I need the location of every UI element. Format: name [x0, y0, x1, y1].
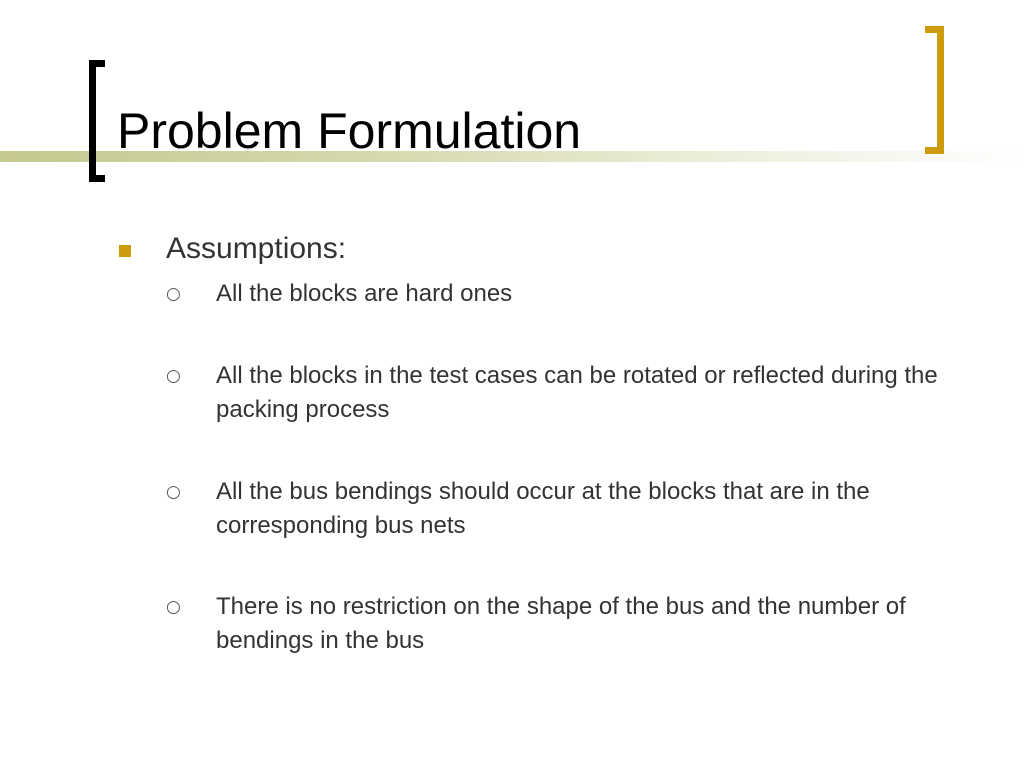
hollow-circle-bullet-icon: ○ — [166, 366, 181, 386]
sub-bullet-text: There is no restriction on the shape of the bus and the number of bendings in the bus — [216, 593, 906, 654]
hollow-circle-bullet-icon: ○ — [166, 482, 181, 502]
sub-bullet-text: All the blocks in the test cases can be rotated or reflected during the packing process — [216, 362, 938, 423]
bullet-assumptions: Assumptions: — [166, 232, 347, 265]
sub-bullet-text: All the blocks are hard ones — [216, 280, 513, 307]
slide-title: Problem Formulation — [117, 103, 582, 159]
hollow-circle-bullet-icon: ○ — [166, 284, 181, 304]
sub-bullet-text: All the bus bendings should occur at the blocks that are in the corresponding bus nets — [216, 478, 870, 539]
square-bullet-icon — [119, 245, 131, 257]
hollow-circle-bullet-icon: ○ — [166, 597, 181, 617]
